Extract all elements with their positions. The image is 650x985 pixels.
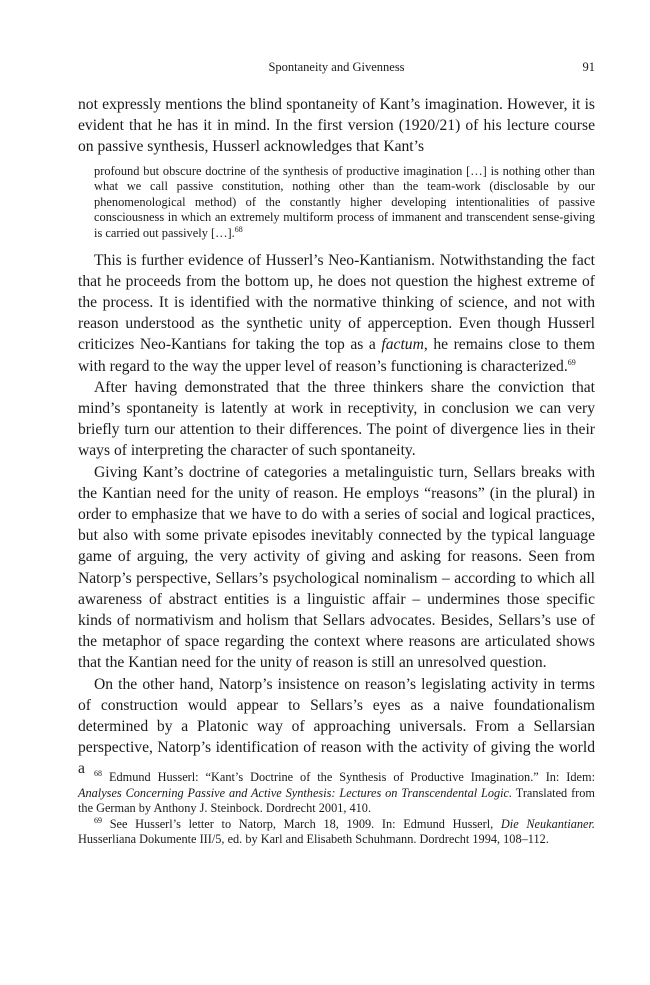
- emphasis-factum: factum: [381, 336, 424, 354]
- footnote-ref-69[interactable]: 69: [567, 357, 576, 367]
- footnote-text: See Husserl’s letter to Natorp, March 18, 1909. In: Edmund Husserl,: [109, 816, 501, 831]
- footnote-title: Die Neukantianer.: [500, 816, 595, 831]
- page-number: 91: [582, 60, 595, 74]
- paragraph-neo-kantianism: [78, 250, 595, 377]
- footnote-68: [78, 770, 595, 817]
- footnote-ref-68[interactable]: 68: [234, 224, 243, 234]
- footnote-number: 68: [94, 768, 102, 778]
- main-text: [78, 94, 595, 780]
- paragraph-continued: not expressly mentions the blind spontaneity of Kant’s imagination. However, it is evident that he has it in mind. In the first version (1920/21) of his lecture course on passive synthesis, Husserl acknowledges that Kant’s: [78, 96, 595, 156]
- footnote-title: Analyses Concerning Passive and Active Synthesis: Lectures on Transcendental Logic.: [78, 785, 513, 800]
- footnote-text: Edmund Husserl: “Kant’s Doctrine of the Synthesis of Productive Imagination.” In: Idem:: [108, 770, 595, 784]
- paragraph-natorp: On the other hand, Natorp’s insistence on reason’s legislating activity in terms of construction would appear to Sellars’s eyes as a naive foundationalism determined by a Platonic way of approaching universals. From a Sellarsian perspective, Natorp’s identification of reason with the activity of giving the world a: [78, 675, 595, 778]
- paragraph-text: This is further evidence of Husserl’s Neo-Kantianism. Notwithstanding the fact that he proceeds from the bottom up, he does not question the highest extreme of the process. It is identified with the normative thinking of science, and not with reason understood as the synthetic unity of apperception. Even though Husserl criticizes Neo-Kantians for taking the top as a: [78, 251, 595, 354]
- paragraph-text: , he remains close to them with regard to the way the upper level of reason’s functioning is characterized.: [78, 336, 595, 375]
- footnotes: [78, 770, 595, 848]
- quote-text: profound but obscure doctrine of the synthesis of productive imagination […] is nothing other than what we call passive constitution, nothing other than the team-work (disclosable by our phenomenological method) of the constantly higher developing intentionalities of passive consciousness in which an extremely multiform process of immanent and transcendent sense-giving is carried out passively […].: [94, 163, 595, 240]
- running-header: [78, 60, 595, 78]
- footnote-text: Translated from the German by Anthony J. Steinbock. Dordrecht 2001, 410.: [78, 785, 595, 816]
- footnote-69: [78, 817, 595, 848]
- block-quote: [94, 164, 595, 242]
- running-title: Spontaneity and Givenness: [268, 60, 405, 74]
- paragraph-sellars: Giving Kant’s doctrine of categories a metalinguistic turn, Sellars breaks with the Kantian need for the unity of reason. He employs “reasons” (in the plural) in order to emphasize that we have to do with a series of social and logical practices, but also with some private episodes inevitably connected by the typical language game of arguing, the very activity of giving and asking for reasons. Seen from Natorp’s perspective, Sellars’s psychological nominalism – according to which all awareness of abstract entities is a linguistic affair – undermines those specific kinds of normativism and holism that Sellars advocates. Besides, Sellars’s use of the metaphor of space regarding the context where reasons are articulated shows that the Kantian need for the unity of reason is still an unresolved question.: [78, 463, 595, 672]
- paragraph-differences: After having demonstrated that the three thinkers share the conviction that mind’s spontaneity is latently at work in receptivity, in conclusion we can very briefly turn our attention to their differences. The point of divergence lies in their ways of interpreting the character of such spontaneity.: [78, 378, 595, 460]
- footnote-text: Husserliana Dokumente III/5, ed. by Karl and Elisabeth Schuhmann. Dordrecht 1994, 108–112.: [78, 832, 549, 847]
- footnote-number: 69: [94, 815, 102, 825]
